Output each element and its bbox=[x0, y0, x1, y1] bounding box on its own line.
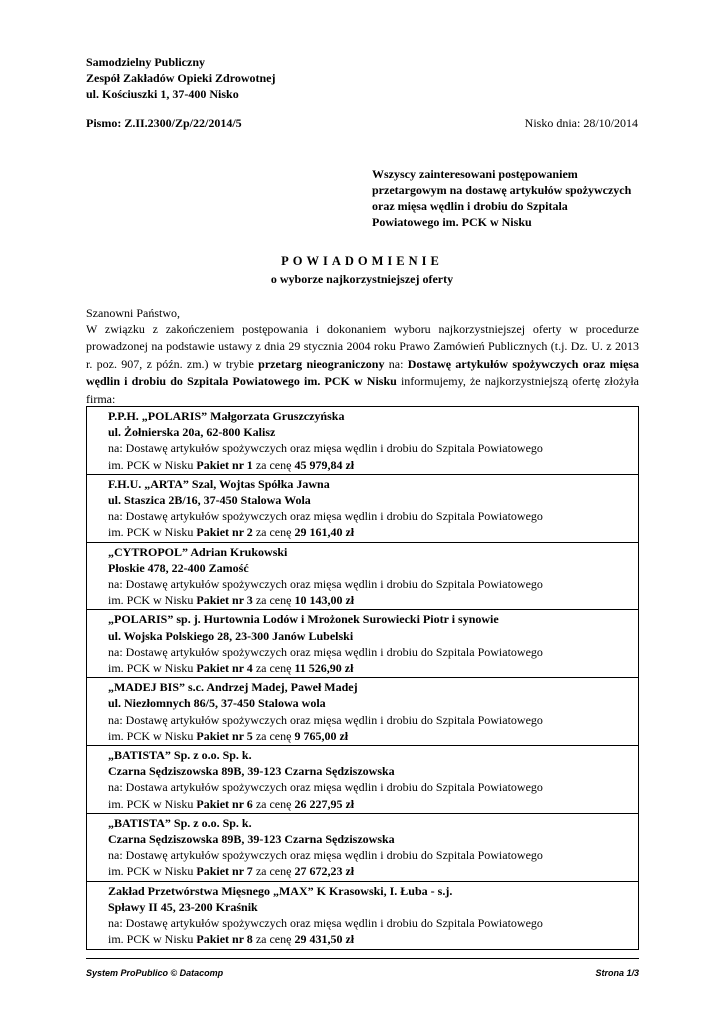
recipient-line: Powiatowego im. PCK w Nisku bbox=[372, 215, 532, 229]
offer-price-label: za cenę bbox=[252, 728, 295, 743]
sender-institution: Zespół Zakładów Opieki Zdrowotnej bbox=[86, 71, 276, 85]
intro-text: W związku z zakończeniem postępowania i dokonaniem wyboru najkorzystniejszej oferty w procedurze prowadzonej na podstawie ustawy z dnia 29 stycznia 2004 roku Prawo Zamówień Publicznych (t.j. Dz. U. z 2013 r. poz. 907, z późn. zm.) w trybie bbox=[86, 322, 639, 371]
offer-package-line bbox=[108, 931, 638, 947]
offer-description-cont: im. PCK w Nisku bbox=[108, 728, 197, 743]
offer-package: Pakiet nr 3 bbox=[196, 593, 253, 608]
offer-description-cont: im. PCK w Nisku bbox=[108, 525, 197, 540]
offers-table bbox=[86, 406, 639, 950]
offer-description-cont: im. PCK w Nisku bbox=[108, 661, 197, 676]
footer-divider bbox=[86, 958, 639, 959]
offer-row bbox=[87, 474, 639, 542]
offer-address: ul. Wojska Polskiego 28, 23-300 Janów Lubelski bbox=[108, 628, 354, 643]
offer-price: 11 526,90 zł bbox=[294, 661, 354, 676]
offer-description-cont: im. PCK w Nisku bbox=[108, 864, 197, 879]
offer-cell bbox=[87, 678, 639, 746]
offer-row bbox=[87, 678, 639, 746]
offer-price: 26 227,95 zł bbox=[294, 796, 355, 811]
recipient-line: Wszyscy zainteresowani postępowaniem bbox=[372, 167, 578, 181]
offer-address: Czarna Sędziszowska 89B, 39-123 Czarna Sędziszowska bbox=[108, 832, 395, 847]
offer-address: ul. Staszica 2B/16, 37-450 Stalowa Wola bbox=[108, 493, 311, 508]
offer-description: na: Dostawa artykułów spożywczych oraz mięsa wędlin i drobiu do Szpitala Powiatowego bbox=[108, 780, 543, 795]
offer-row bbox=[87, 610, 639, 678]
offer-price-label: za cenę bbox=[252, 932, 295, 947]
offer-firm: „BATISTA” Sp. z o.o. Sp. k. bbox=[108, 815, 252, 830]
offer-cell bbox=[87, 746, 639, 814]
offer-price-label: za cenę bbox=[252, 864, 295, 879]
offer-package: Pakiet nr 6 bbox=[196, 796, 253, 811]
offer-firm: P.P.H. „POLARIS” Małgorzata Gruszczyńska bbox=[108, 409, 345, 423]
offer-package-line bbox=[108, 796, 638, 812]
offer-cell bbox=[87, 813, 639, 881]
offer-cell bbox=[87, 542, 639, 610]
offer-cell bbox=[87, 407, 639, 475]
offer-address: Czarna Sędziszowska 89B, 39-123 Czarna Sędziszowska bbox=[108, 764, 395, 779]
document-title: POWIADOMIENIE bbox=[281, 254, 443, 268]
offer-description-cont: im. PCK w Nisku bbox=[108, 457, 197, 472]
offer-package-line bbox=[108, 728, 638, 744]
intro-text: na: bbox=[384, 356, 408, 371]
offer-address: ul. Żołnierska 20a, 62-800 Kalisz bbox=[108, 425, 276, 440]
offer-description: na: Dostawę artykułów spożywczych oraz mięsa wędlin i drobiu do Szpitala Powiatowego bbox=[108, 509, 543, 524]
intro-text: informujemy, że najkorzystniejszą ofertę złożyła firma: bbox=[86, 374, 639, 406]
offer-package: Pakiet nr 2 bbox=[196, 525, 253, 540]
offer-firm: „POLARIS” sp. j. Hurtownia Lodów i Mrożonek Surowiecki Piotr i synowie bbox=[108, 612, 499, 627]
offer-price: 45 979,84 zł bbox=[294, 457, 355, 472]
offer-address: ul. Niezłomnych 86/5, 37-450 Stalowa wola bbox=[108, 696, 326, 711]
offer-description-cont: im. PCK w Nisku bbox=[108, 593, 197, 608]
offer-firm: „CYTROPOL” Adrian Krukowski bbox=[108, 544, 288, 559]
offer-package: Pakiet nr 1 bbox=[196, 457, 253, 472]
sender-block bbox=[86, 54, 275, 102]
intro-paragraph bbox=[86, 321, 639, 408]
offer-firm: Zakład Przetwórstwa Mięsnego „MAX” K Krasowski, I. Łuba - s.j. bbox=[108, 883, 453, 898]
offer-description: na: Dostawę artykułów spożywczych oraz mięsa wędlin i drobiu do Szpitala Powiatowego bbox=[108, 441, 543, 456]
procurement-subject: Dostawę artykułów spożywczych oraz mięsa wędlin i drobiu do Szpitala Powiatowego im. PCK w Nisku bbox=[86, 356, 639, 389]
offer-firm: „MADEJ BIS” s.c. Andrzej Madej, Paweł Madej bbox=[108, 680, 358, 695]
offer-price-label: za cenę bbox=[252, 457, 295, 472]
footer-system: System ProPublico © Datacomp bbox=[86, 968, 224, 978]
recipient-block bbox=[372, 166, 652, 230]
greeting: Szanowni Państwo, bbox=[86, 306, 180, 320]
offer-description: na: Dostawę artykułów spożywczych oraz mięsa wędlin i drobiu do Szpitala Powiatowego bbox=[108, 644, 543, 659]
offer-price: 27 672,23 zł bbox=[294, 864, 355, 879]
recipient-line: przetargowym na dostawę artykułów spożywczych bbox=[372, 183, 632, 197]
offer-cell bbox=[87, 610, 639, 678]
offer-firm: F.H.U. „ARTA” Szal, Wojtas Spółka Jawna bbox=[108, 476, 330, 491]
offer-package-line bbox=[108, 524, 638, 540]
offer-description: na: Dostawę artykułów spożywczych oraz mięsa wędlin i drobiu do Szpitala Powiatowego bbox=[108, 916, 543, 931]
offer-row bbox=[87, 407, 639, 475]
offer-price-label: za cenę bbox=[252, 525, 295, 540]
offer-package: Pakiet nr 5 bbox=[196, 728, 253, 743]
offer-price-label: za cenę bbox=[252, 796, 295, 811]
offer-cell bbox=[87, 881, 639, 949]
procedure-mode: przetarg nieograniczony bbox=[258, 356, 385, 371]
offer-row bbox=[87, 542, 639, 610]
offer-address: Spławy II 45, 23-200 Kraśnik bbox=[108, 899, 258, 914]
letter-reference: Pismo: Z.II.2300/Zp/22/2014/5 bbox=[86, 116, 242, 130]
offer-price: 10 143,00 zł bbox=[294, 593, 355, 608]
offer-package-line bbox=[108, 457, 638, 473]
offer-description: na: Dostawę artykułów spożywczych oraz mięsa wędlin i drobiu do Szpitala Powiatowego bbox=[108, 712, 543, 727]
offer-package: Pakiet nr 4 bbox=[196, 661, 253, 676]
sender-address: ul. Kościuszki 1, 37-400 Nisko bbox=[86, 87, 239, 101]
letter-date: Nisko dnia: 28/10/2014 bbox=[524, 116, 638, 130]
offer-firm: „BATISTA” Sp. z o.o. Sp. k. bbox=[108, 748, 252, 763]
offer-address: Płoskie 478, 22-400 Zamość bbox=[108, 560, 249, 575]
offer-package: Pakiet nr 8 bbox=[196, 932, 253, 947]
document-subtitle: o wyborze najkorzystniejszej oferty bbox=[270, 272, 454, 286]
offer-description-cont: im. PCK w Nisku bbox=[108, 796, 197, 811]
offer-package-line bbox=[108, 863, 638, 879]
offer-package-line bbox=[108, 592, 638, 608]
offer-price: 9 765,00 zł bbox=[294, 728, 349, 743]
offer-package-line bbox=[108, 660, 638, 676]
offer-row bbox=[87, 746, 639, 814]
offer-description: na: Dostawę artykułów spożywczych oraz mięsa wędlin i drobiu do Szpitala Powiatowego bbox=[108, 577, 543, 592]
offer-package: Pakiet nr 7 bbox=[196, 864, 253, 879]
offer-cell bbox=[87, 474, 639, 542]
offer-price-label: za cenę bbox=[252, 661, 295, 676]
offer-description-cont: im. PCK w Nisku bbox=[108, 932, 197, 947]
recipient-line: oraz mięsa wędlin i drobiu do Szpitala bbox=[372, 199, 568, 213]
sender-name: Samodzielny Publiczny bbox=[86, 55, 206, 69]
offer-price-label: za cenę bbox=[252, 593, 295, 608]
offer-price: 29 161,40 zł bbox=[294, 525, 355, 540]
footer-page-number: Strona 1/3 bbox=[595, 968, 639, 978]
offer-description: na: Dostawę artykułów spożywczych oraz mięsa wędlin i drobiu do Szpitala Powiatowego bbox=[108, 848, 543, 863]
offer-row bbox=[87, 881, 639, 949]
offer-row bbox=[87, 813, 639, 881]
offer-price: 29 431,50 zł bbox=[294, 932, 355, 947]
